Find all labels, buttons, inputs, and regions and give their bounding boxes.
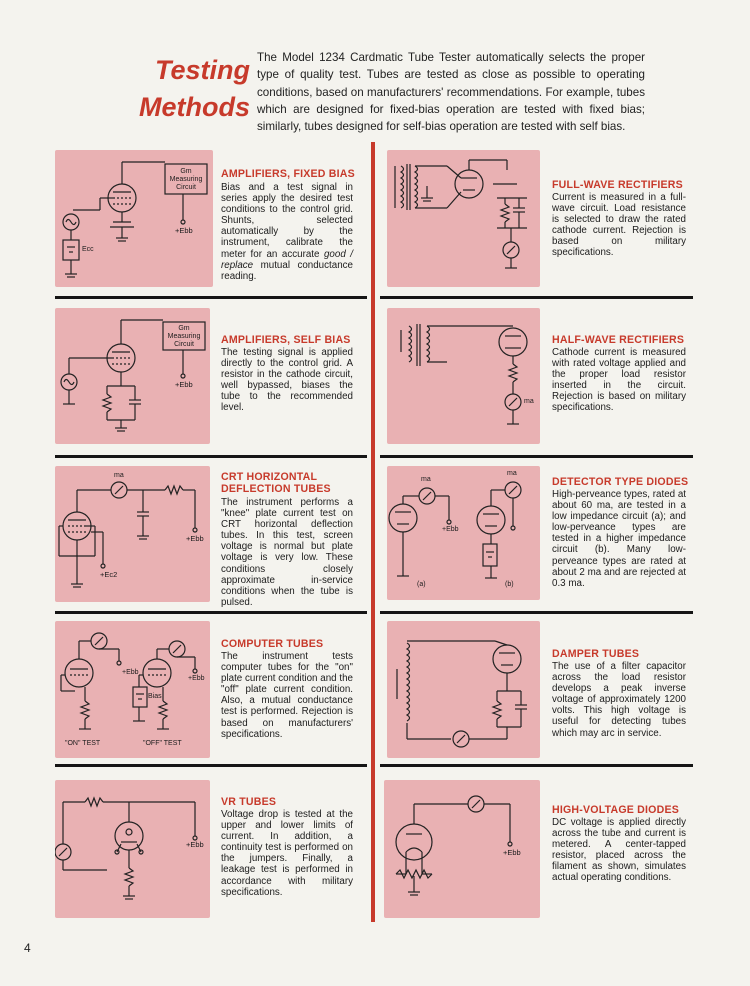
text-amplifiers-self-bias: The testing signal is applied directly to the control grid. A resistor in the cathode circuit, well bypassed, biases the tube to the recommended level. — [221, 347, 353, 414]
diagram-amplifiers-fixed-bias — [55, 150, 213, 287]
text-high-voltage-diodes: DC voltage is applied directly across the tube and current is metered. A center-tapped resistor, placed across the filament as shown, simulates actual operating conditions. — [552, 817, 686, 884]
diagram-amplifiers-self-bias — [55, 308, 210, 444]
page-number: 4 — [24, 941, 31, 955]
text-amplifiers-fixed-bias — [221, 182, 353, 282]
heading-vr-tubes: VR TUBES — [221, 796, 277, 808]
label-a: (a) — [417, 581, 426, 588]
separator-right-1 — [380, 296, 693, 299]
ebb-label: +Ebb — [503, 848, 521, 857]
on-test-label: "ON" TEST — [65, 740, 101, 747]
text-full-wave-rectifiers: Current is measured in a full-wave circuit. Load resistance is selected to draw the rated cathode current. Rejection is based on military specifications. — [552, 192, 686, 259]
label-b: (b) — [505, 581, 514, 588]
heading-amplifiers-self-bias: AMPLIFIERS, SELF BIAS — [221, 334, 351, 346]
gm-box-label: Gm Measuring Circuit — [167, 325, 201, 348]
ebb-label: +Ebb — [175, 226, 193, 235]
ma-label: ma — [524, 398, 534, 405]
heading-crt-line-1: CRT HORIZONTAL — [221, 471, 318, 483]
gm-box-label: Gm Measuring Circuit — [169, 168, 203, 191]
ec2-label: +Ec2 — [100, 570, 118, 579]
off-test-label: "OFF" TEST — [143, 740, 182, 747]
ebb-label: +Ebb — [442, 526, 459, 533]
diagram-vr-tubes — [55, 780, 210, 918]
heading-computer-tubes: COMPUTER TUBES — [221, 638, 324, 650]
text-computer-tubes: The instrument tests computer tubes for the "on" plate current condition and the "off" plate current condition. Also, a mutual conductance test is performed. Rejection is based on manufacturers' specifications. — [221, 651, 353, 740]
intro-paragraph: The Model 1234 Cardmatic Tube Tester automatically selects the proper type of quality test. Tubes are tested as close as possible to operating conditions, based on manufacturers' recommendations. For example, tubes which are designed for fixed-bias operation are tested with fixed bias; similarly, tubes designed for self-bias operation are tested with self bias. — [257, 51, 645, 134]
diagram-half-wave-rectifiers — [387, 308, 540, 444]
text-half-wave-rectifiers: Cathode current is measured with rated voltage applied and the proper load resistor inserted in the circuit. Rejection is based on military specifications. — [552, 347, 686, 414]
separator-left-2 — [55, 455, 367, 458]
diagram-high-voltage-diodes — [384, 780, 540, 918]
heading-amplifiers-fixed-bias: AMPLIFIERS, FIXED BIAS — [221, 168, 355, 180]
separator-right-3 — [380, 611, 693, 614]
ebb-label: +Ebb — [175, 380, 193, 389]
title-line-2: Methods — [139, 92, 250, 122]
page-title — [120, 52, 250, 126]
ma-label-b: ma — [507, 470, 517, 477]
ebb-label-1: +Ebb — [122, 669, 139, 676]
separator-left-1 — [55, 296, 367, 299]
heading-crt-line-2: DEFLECTION TUBES — [221, 482, 331, 495]
separator-left-4 — [55, 764, 367, 767]
title-line-1: Testing — [154, 55, 250, 85]
heading-detector-diodes: DETECTOR TYPE DIODES — [552, 476, 689, 488]
text-amp-fixed-em: good / replace — [221, 248, 353, 271]
heading-crt-horizontal — [221, 472, 366, 495]
ebb-label: +Ebb — [186, 534, 204, 543]
diagram-damper-tubes — [387, 621, 540, 758]
heading-half-wave-rectifiers: HALF-WAVE RECTIFIERS — [552, 334, 685, 346]
text-crt-horizontal: The instrument performs a "knee" plate current test on CRT horizontal deflection tubes. In this test, screen voltage is normal but plate voltage is very low. These conditions closely approximate in-service conditions when the tube is pulsed. — [221, 497, 353, 608]
ma-label: ma — [114, 472, 124, 479]
separator-right-4 — [380, 764, 693, 767]
text-amp-fixed-post: mutual conductance reading. — [221, 259, 353, 282]
ecc-label: Ecc — [82, 246, 94, 253]
text-detector-diodes: High-perveance types, rated at about 60 ma, are tested in a low impedance circuit (a); and low-perveance types are tested in a higher impedance circuit (b). Many low-perveance types are rated at about 2 ma and are rejected at 0.3 ma. — [552, 489, 686, 589]
heading-damper-tubes: DAMPER TUBES — [552, 648, 640, 660]
ebb-label: +Ebb — [186, 840, 204, 849]
heading-full-wave-rectifiers: FULL-WAVE RECTIFIERS — [552, 179, 683, 191]
diagram-full-wave-rectifiers — [387, 150, 540, 287]
ebb-label-2: +Ebb — [188, 675, 205, 682]
text-vr-tubes: Voltage drop is tested at the upper and lower limits of current. In addition, a continuity test is performed on the jumpers. Finally, a leakage test is performed in accordance with military specifications. — [221, 809, 353, 898]
bias-label: Bias — [148, 693, 162, 700]
column-divider — [371, 142, 375, 922]
ma-label-a: ma — [421, 476, 431, 483]
diagram-computer-tubes — [55, 621, 210, 758]
diagram-detector-diodes — [387, 466, 540, 600]
text-damper-tubes: The use of a filter capacitor across the load resistor develops a peak inverse voltage of approximately 1200 volts. This high voltage is useful for detecting tubes which may arc in service. — [552, 661, 686, 739]
diagram-crt-horizontal — [55, 466, 210, 602]
heading-high-voltage-diodes: HIGH-VOLTAGE DIODES — [552, 804, 680, 816]
text-amp-fixed-pre: Bias and a test signal in series apply the desired test conditions to the control grid. Shunts, selected automatically by the instrument, calibrate the meter for an accurate — [221, 182, 353, 260]
separator-left-3 — [55, 611, 367, 614]
separator-right-2 — [380, 455, 693, 458]
